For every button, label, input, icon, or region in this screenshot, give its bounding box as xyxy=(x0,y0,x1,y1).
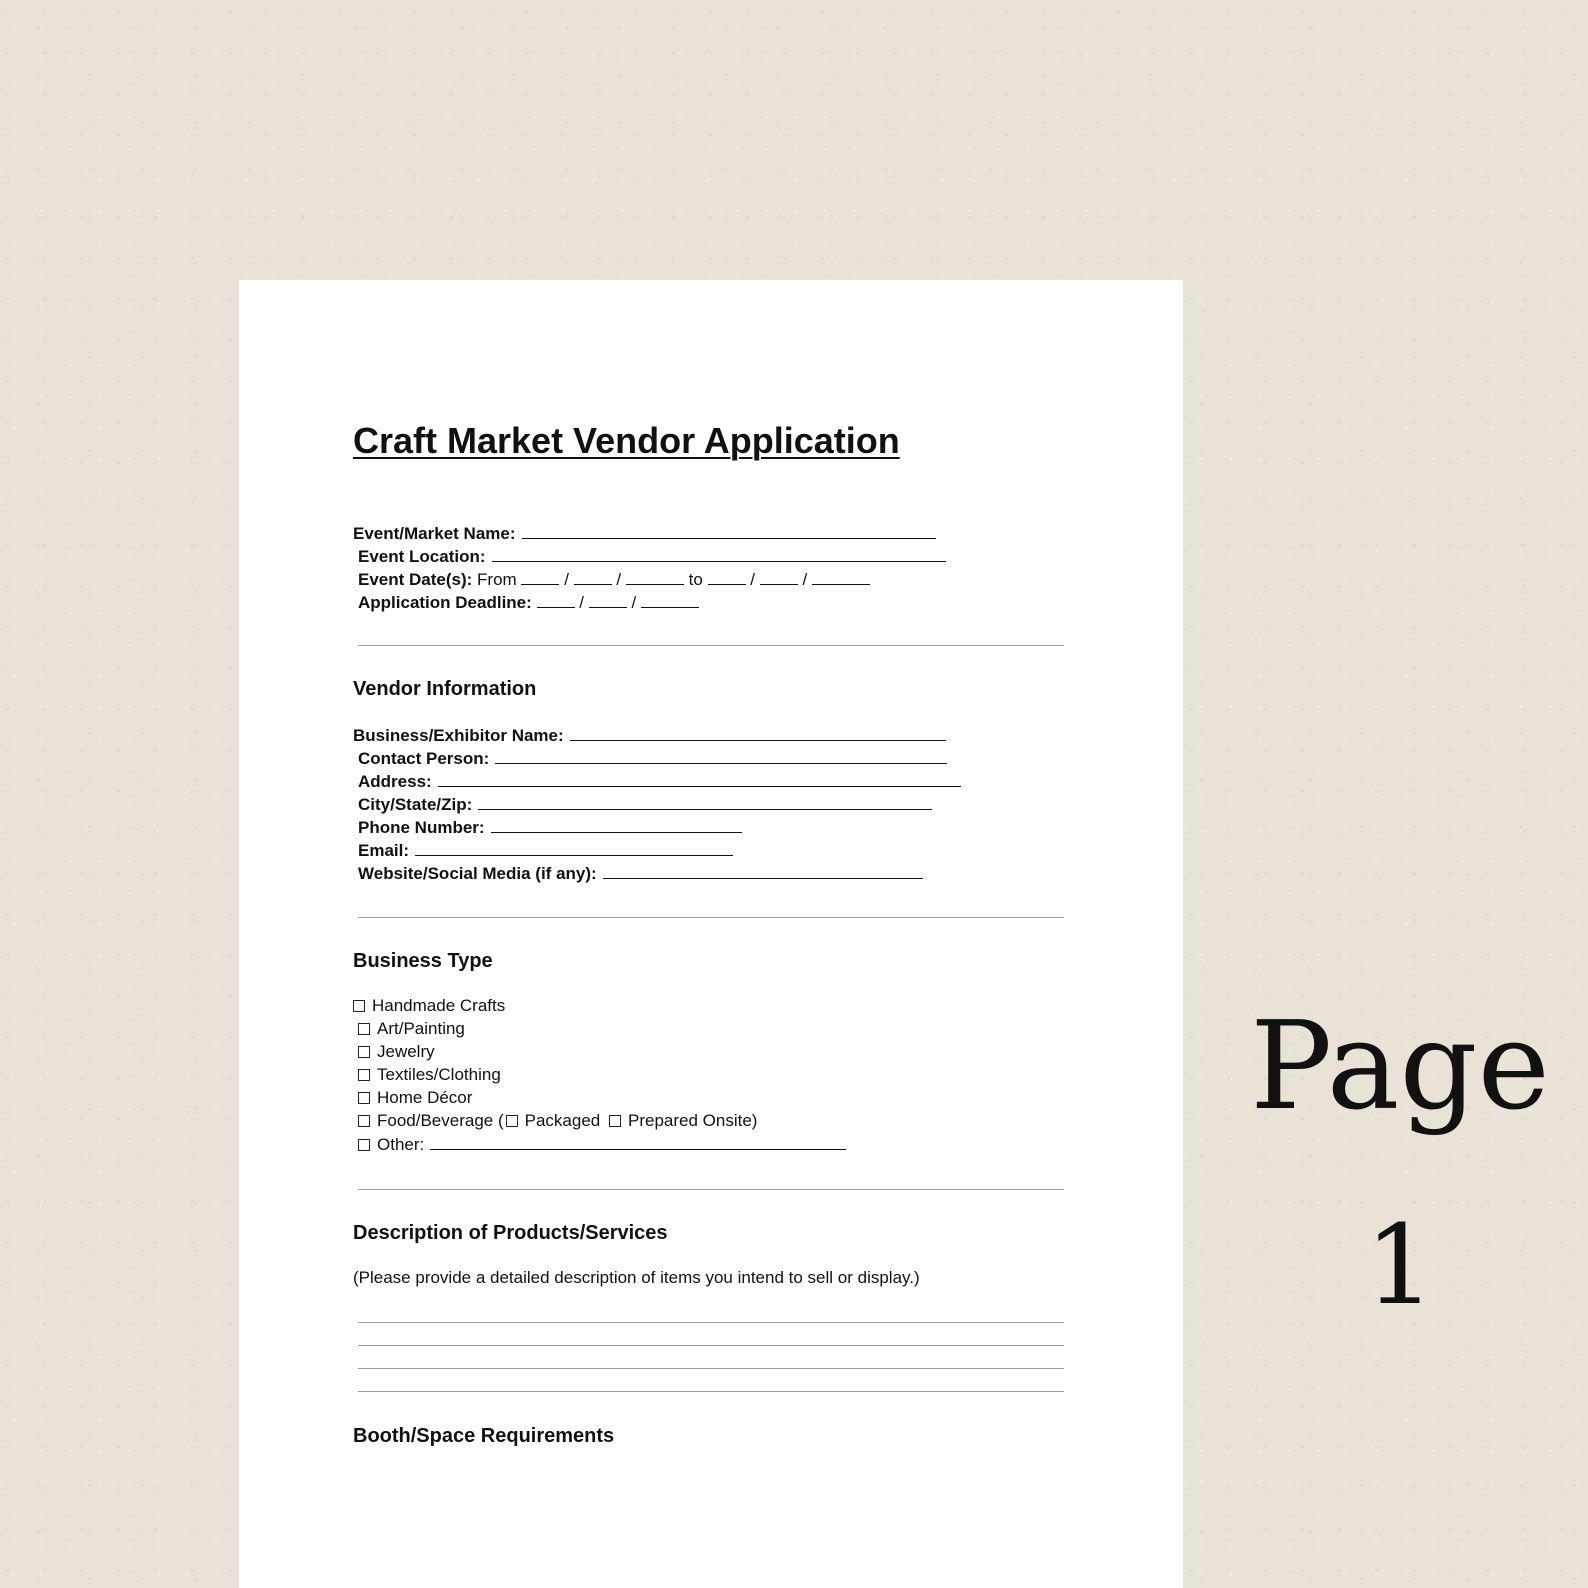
contact-person-field[interactable] xyxy=(495,748,947,764)
prepared-onsite-label: Prepared Onsite) xyxy=(628,1111,758,1130)
section-divider xyxy=(358,917,1064,918)
food-beverage-checkbox[interactable] xyxy=(358,1115,370,1127)
website-label: Website/Social Media (if any): xyxy=(358,864,597,883)
to-day-field[interactable] xyxy=(760,569,798,585)
document-page xyxy=(239,280,1183,1588)
date-separator: / xyxy=(631,593,637,612)
event-dates-label: Event Date(s): xyxy=(358,570,473,589)
application-deadline-row xyxy=(358,592,699,613)
deadline-year-field[interactable] xyxy=(641,592,699,608)
packaged-checkbox[interactable] xyxy=(506,1115,518,1127)
date-separator: / xyxy=(564,570,569,589)
prepared-onsite-checkbox[interactable] xyxy=(609,1115,621,1127)
vendor-information-heading: Vendor Information xyxy=(353,678,537,700)
phone-number-field[interactable] xyxy=(491,817,742,833)
deadline-month-field[interactable] xyxy=(537,592,575,608)
business-name-row xyxy=(353,725,946,746)
email-field[interactable] xyxy=(415,840,733,856)
address-label: Address: xyxy=(358,772,432,791)
option-label: Other: xyxy=(377,1135,425,1154)
business-type-option xyxy=(353,996,505,1016)
booth-requirements-heading: Booth/Space Requirements xyxy=(353,1425,615,1447)
option-label: Food/Beverage ( xyxy=(377,1111,504,1130)
event-location-label: Event Location: xyxy=(358,547,486,566)
page-number: 1 xyxy=(1365,1201,1435,1329)
option-label: Jewelry xyxy=(377,1042,435,1061)
event-location-row xyxy=(358,546,946,567)
business-type-option xyxy=(358,1111,757,1131)
handmade-crafts-checkbox[interactable] xyxy=(353,1000,365,1012)
jewelry-checkbox[interactable] xyxy=(358,1046,370,1058)
business-type-option xyxy=(358,1019,465,1039)
business-type-option xyxy=(358,1042,435,1062)
other-field[interactable] xyxy=(430,1134,846,1150)
art-painting-checkbox[interactable] xyxy=(358,1023,370,1035)
description-line[interactable] xyxy=(358,1391,1064,1392)
contact-person-row xyxy=(358,748,947,769)
description-line[interactable] xyxy=(358,1368,1064,1369)
business-type-option xyxy=(358,1134,846,1155)
application-deadline-label: Application Deadline: xyxy=(358,593,532,612)
date-separator: / xyxy=(802,570,808,589)
from-month-field[interactable] xyxy=(521,569,559,585)
website-row xyxy=(358,863,923,884)
phone-number-label: Phone Number: xyxy=(358,818,485,837)
option-label: Art/Painting xyxy=(377,1019,465,1038)
business-type-option xyxy=(358,1065,501,1085)
other-checkbox[interactable] xyxy=(358,1139,370,1151)
contact-person-label: Contact Person: xyxy=(358,749,490,768)
option-label: Home Décor xyxy=(377,1088,473,1107)
description-line[interactable] xyxy=(358,1322,1064,1323)
event-location-field[interactable] xyxy=(492,546,946,562)
business-type-heading: Business Type xyxy=(353,950,493,972)
city-state-zip-field[interactable] xyxy=(478,794,932,810)
business-type-option xyxy=(358,1088,472,1108)
address-row xyxy=(358,771,961,792)
business-name-field[interactable] xyxy=(570,725,946,741)
section-divider xyxy=(358,1189,1064,1190)
description-heading: Description of Products/Services xyxy=(353,1222,668,1244)
from-day-field[interactable] xyxy=(574,569,612,585)
event-dates-from: From xyxy=(477,570,517,589)
packaged-label: Packaged xyxy=(524,1111,601,1130)
event-dates-to: to xyxy=(688,570,703,589)
event-dates-row xyxy=(358,569,870,590)
deadline-day-field[interactable] xyxy=(589,592,627,608)
option-label: Handmade Crafts xyxy=(372,996,506,1015)
email-label: Email: xyxy=(358,841,410,860)
to-year-field[interactable] xyxy=(812,569,870,585)
option-label: Textiles/Clothing xyxy=(377,1065,501,1084)
description-line[interactable] xyxy=(358,1345,1064,1346)
event-market-name-field[interactable] xyxy=(522,523,936,539)
business-name-label: Business/Exhibitor Name: xyxy=(353,726,564,745)
phone-number-row xyxy=(358,817,742,838)
city-state-zip-label: City/State/Zip: xyxy=(358,795,473,814)
from-year-field[interactable] xyxy=(626,569,684,585)
page-word: Page xyxy=(1250,995,1550,1137)
date-separator: / xyxy=(750,570,755,589)
city-state-zip-row xyxy=(358,794,932,815)
website-field[interactable] xyxy=(603,863,923,879)
textiles-clothing-checkbox[interactable] xyxy=(358,1069,370,1081)
date-separator: / xyxy=(616,570,622,589)
event-market-name-label: Event/Market Name: xyxy=(353,524,516,543)
section-divider xyxy=(358,645,1064,646)
event-market-name-row xyxy=(353,523,936,544)
description-instruction: (Please provide a detailed description of items you intend to sell or display.) xyxy=(353,1268,920,1287)
email-row xyxy=(358,840,733,861)
address-field[interactable] xyxy=(438,771,961,787)
date-separator: / xyxy=(579,593,584,612)
home-decor-checkbox[interactable] xyxy=(358,1092,370,1104)
document-title: Craft Market Vendor Application xyxy=(353,420,900,461)
to-month-field[interactable] xyxy=(708,569,746,585)
